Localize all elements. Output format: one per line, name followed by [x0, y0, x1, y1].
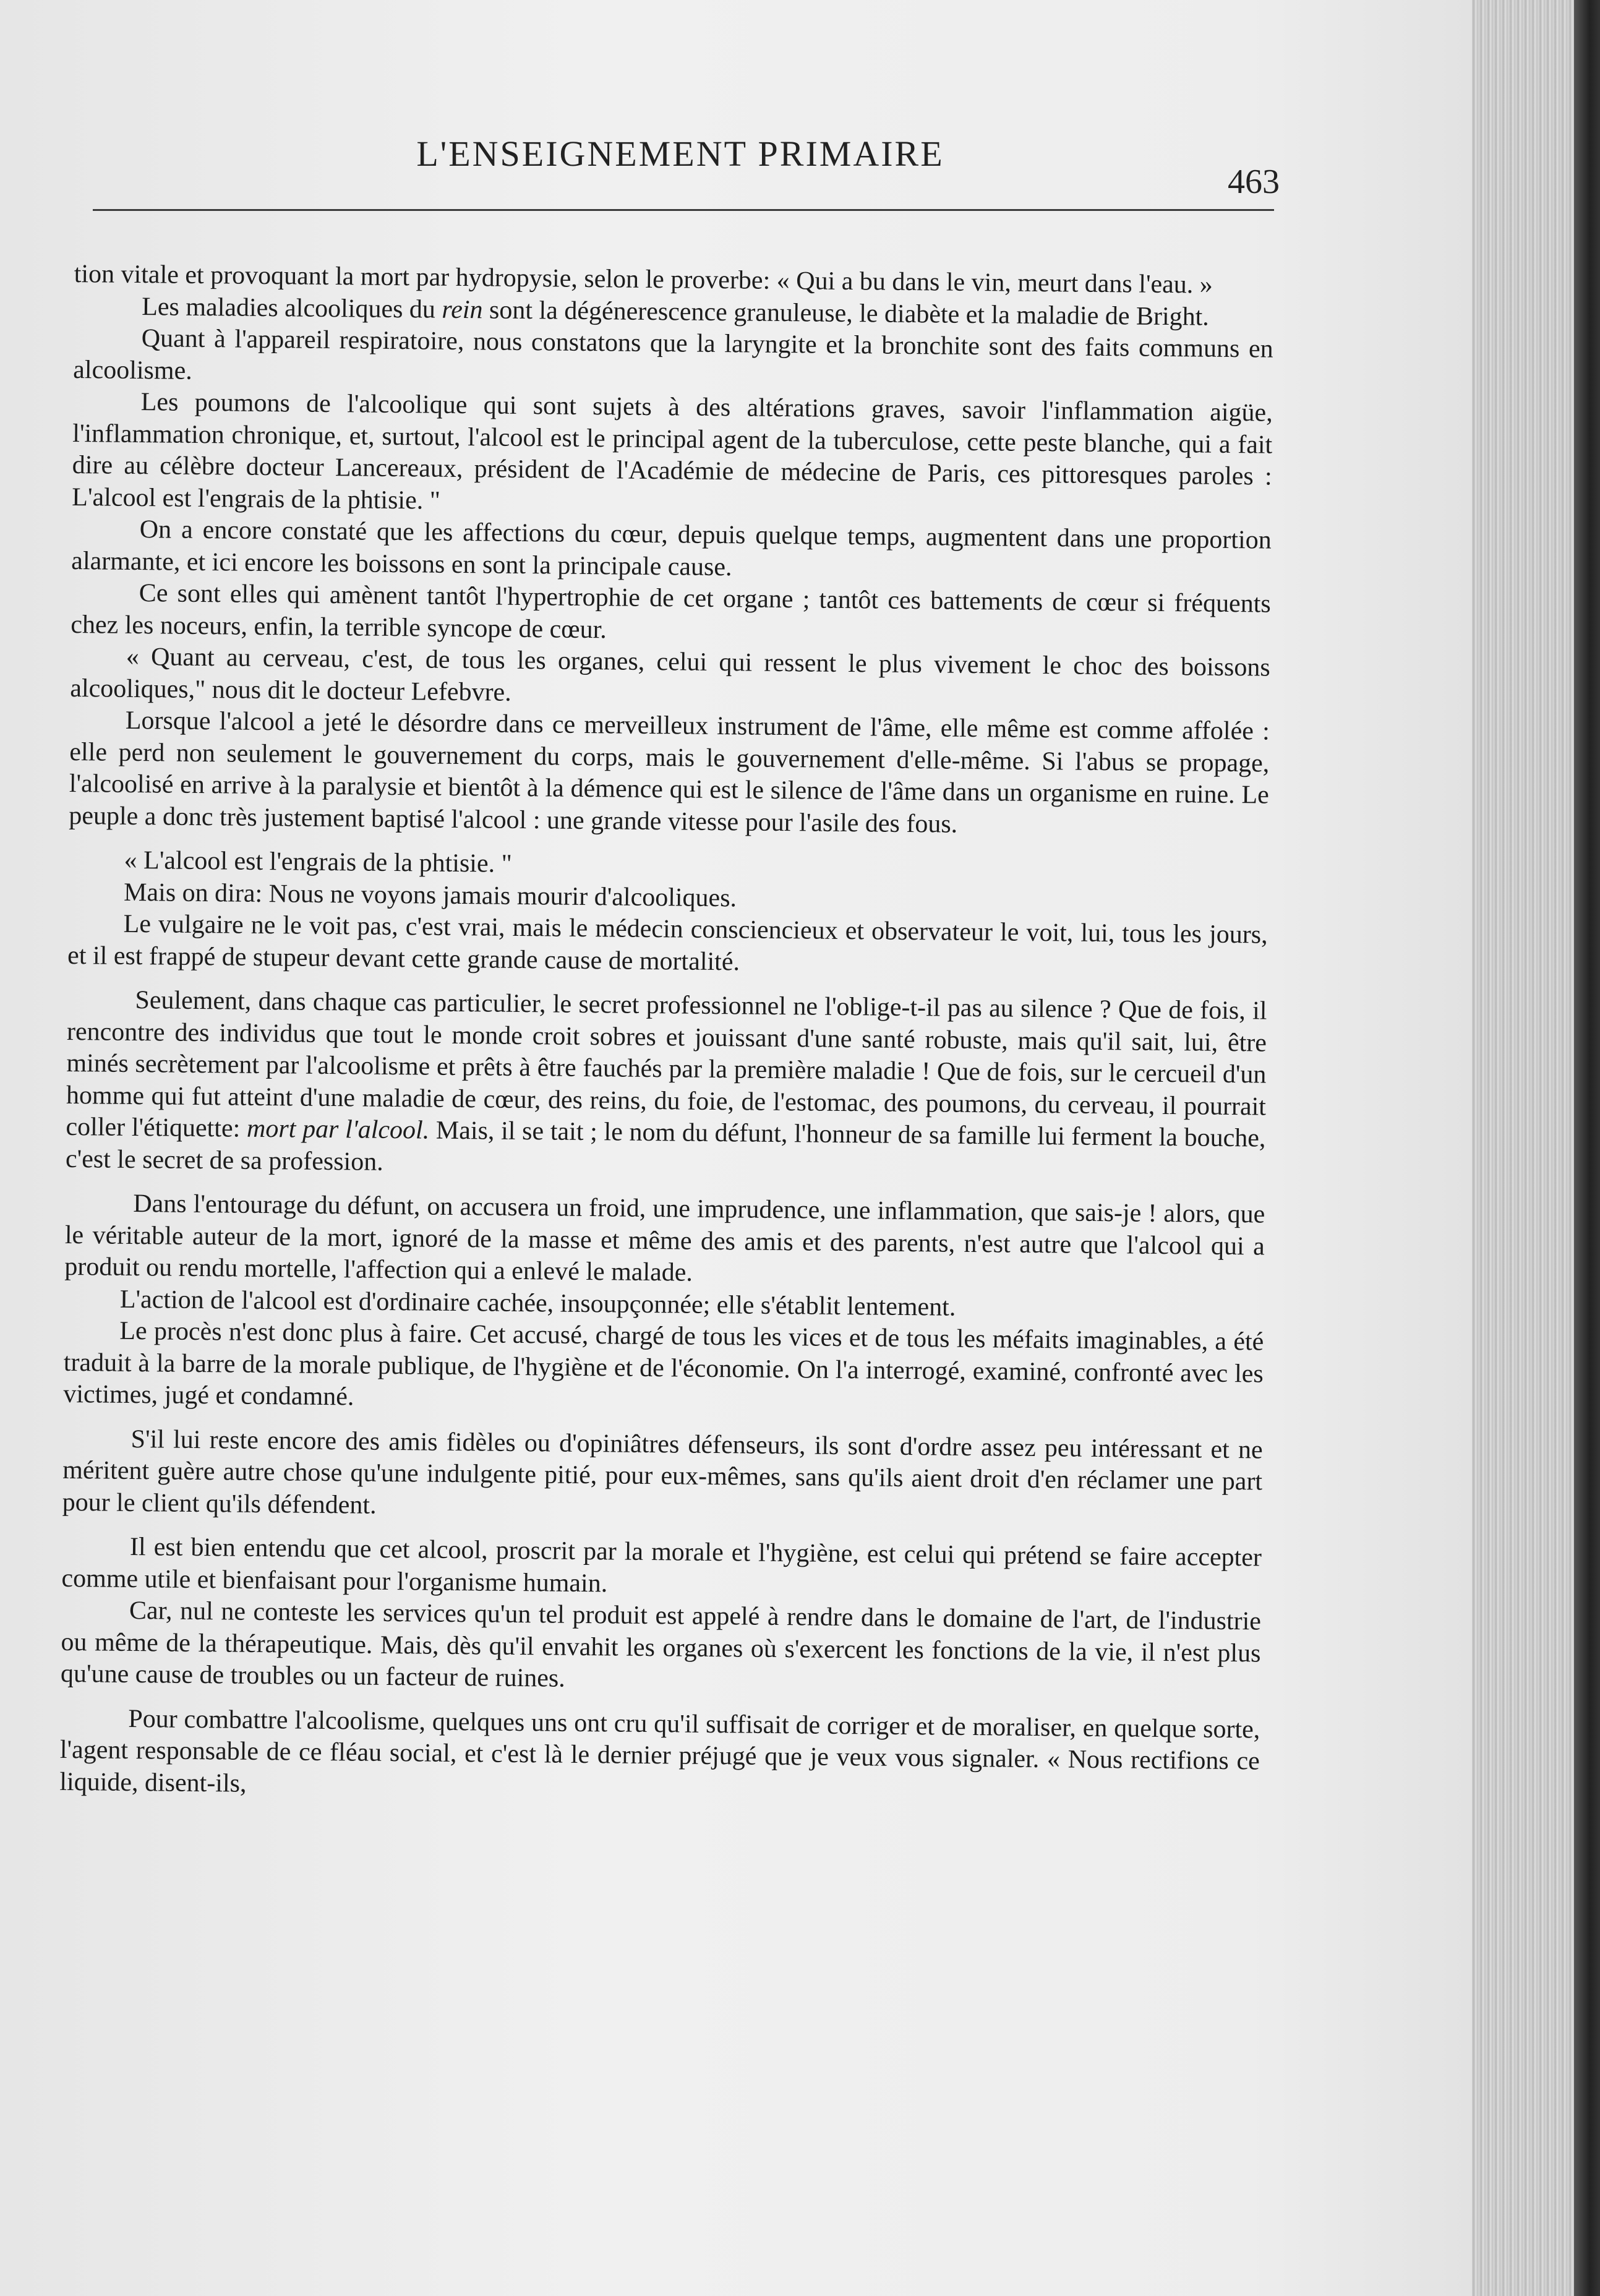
paragraph: « Quant au cerveau, c'est, de tous les organes, celui qui ressent le plus vivement le choc des boissons alcooliques," nous dit le docteur Lefebvre.	[70, 642, 1270, 707]
paragraph: Lorsque l'alcool a jeté le désordre dans ce merveilleux instrument de l'âme, elle même est comme affolée : elle perd non seulement le gouvernement du corps, mais le gouvernement d'elle-même. Si l'abus se propage, l'alcoolisé en arrive à la paralysie et bientôt à la démence qui est le silence de l'âme dans un organisme en ruine. Le peuple a donc très justement baptisé l'alcool : une grande vitesse pour l'asile des fous.	[69, 706, 1270, 839]
header-rule	[93, 209, 1274, 211]
paragraph: L'action de l'alcool est d'ordinaire cachée, insoupçonnée; elle s'établit lentement.	[119, 1285, 956, 1322]
paragraph: Le procès n'est donc plus à faire. Cet accusé, chargé de tous les vices et de tous les méfaits imaginables, a été traduit à la barre de la morale publique, de l'hygiène et de l'économie. On l'a interrogé, examiné, confronté avec les victimes, jugé et condamné.	[63, 1316, 1264, 1411]
paragraph: Les poumons de l'alcoolique qui sont sujets à des altérations graves, savoir l'inflammation aigüe, l'inflammation chronique, et, surtout, l'alcool est le principal agent de la tuberculose, cette peste blanche, qui a fait dire au célèbre docteur Lancereaux, président de l'Académie de médecine de Paris, ces pittoresques paroles : L'alcool est l'engrais de la phtisie. "	[72, 388, 1273, 515]
paragraph: Dans l'entourage du défunt, on accusera un froid, une imprudence, une inflammation, que sais-je ! alors, que le véritable auteur de la mort, ignoré de la masse et même des amis et des parents, n'est autre que l'alcool qui a produit ou rendu mortelle, l'affection qui a enlevé le malade.	[64, 1189, 1265, 1287]
paragraph: Le vulgaire ne le voit pas, c'est vrai, mais le médecin consciencieux et observateur le voit, lui, tous les jours, et il est frappé de stupeur devant cette grande cause de mortalité.	[67, 909, 1268, 976]
paragraph: Seulement, dans chaque cas particulier, le secret professionnel ne l'oblige-t-il pas au silence ? Que de fois, il rencontre des individus que tout le monde croit sobres et jouissant d'une santé robuste, mais qu'il sait, lui, être minés secrètement par l'alcoolisme et prêts à être fauchés par la première maladie ! Que de fois, sur le cercueil d'un homme qui fut atteint d'une maladie de cœur, des reins, du foie, de l'estomac, des poumons, du cerveau, il pourrait coller l'étiquette: mort par l'alcool. Mais, il se tait ; le nom du défunt, l'honneur de sa famille lui ferment la bouche, c'est le secret de sa profession.	[65, 986, 1267, 1176]
paragraph: Car, nul ne conteste les services qu'un tel produit est appelé à rendre dans le domaine de l'art, de l'industrie ou même de la thérapeutique. Mais, dès qu'il envahit les organes où s'exercent les fonctions de la vie, il n'est plus qu'une cause de troubles ou un facteur de ruines.	[60, 1596, 1262, 1693]
paragraph: Pour combattre l'alcoolisme, quelques uns ont cru qu'il suffisait de corriger et de moraliser, en quelque sorte, l'agent responsable de ce fléau social, et c'est là le dernier préjugé que je veux vous signaler. « Nous rectifions ce liquide, disent-ils,	[59, 1704, 1260, 1798]
paragraph: S'il lui reste encore des amis fidèles ou d'opiniâtres défenseurs, ils sont d'ordre assez peu intéressant et ne méritent guère autre chose qu'une indulgente pitié, pour eux-mêmes, sans qu'ils aient droit d'en réclamer une part pour le client qu'ils défendent.	[62, 1424, 1263, 1520]
page-number: 463	[1228, 163, 1280, 201]
quotation: « L'alcool est l'engrais de la phtisie. "	[124, 846, 512, 878]
paragraph: Les maladies alcooliques du rein sont la dégénerescence granuleuse, le diabète et la maladie de Bright.	[142, 292, 1210, 332]
paragraph: On a encore constaté que les affections du cœur, depuis quelque temps, augmentent dans une proportion alarmante, et ici encore les boissons en sont la principale cause.	[71, 515, 1272, 581]
paragraph: Mais on dira: Nous ne voyons jamais mourir d'alcooliques.	[123, 878, 737, 912]
paragraph: Il est bien entendu que cet alcool, proscrit par la morale et l'hygiène, est celui qui prétend se faire accepter comme utile et bienfaisant pour l'organisme humain.	[61, 1532, 1262, 1598]
body-text	[59, 259, 1274, 1810]
paragraph: tion vitale et provoquant la mort par hydropysie, selon le proverbe: « Qui a bu dans le vin, meurt dans l'eau. »	[74, 259, 1213, 299]
italic-term: mort par l'alcool.	[246, 1114, 430, 1145]
book-cover-edge	[1574, 0, 1600, 2296]
paragraph: Ce sont elles qui amènent tantôt l'hypertrophie de cet organe ; tantôt ces battements de cœur si fréquents chez les noceurs, enfin, la terrible syncope de cœur.	[71, 579, 1271, 644]
italic-term: rein	[442, 295, 483, 324]
paragraph: Quant à l'appareil respiratoire, nous constatons que la laryngite et la bronchite sont des faits communs en alcoolisme.	[73, 324, 1273, 385]
running-head: L'ENSEIGNEMENT PRIMAIRE	[416, 134, 944, 174]
